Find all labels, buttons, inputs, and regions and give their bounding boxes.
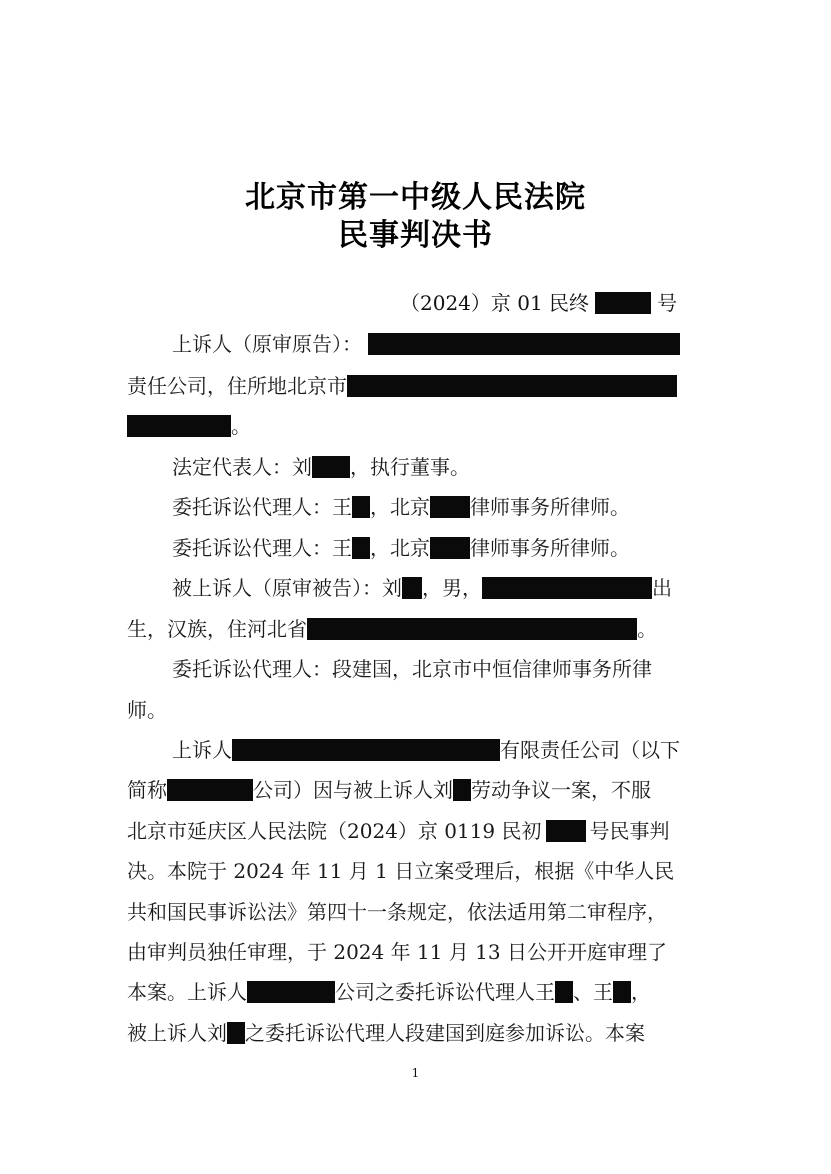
redaction-block — [595, 292, 651, 314]
agent-label: 委托诉讼代理人：王 — [172, 536, 352, 560]
body-line-7 — [127, 979, 703, 1005]
case-number — [400, 290, 677, 316]
redaction-block — [227, 1022, 245, 1044]
page-number: 1 — [411, 1066, 420, 1080]
legal-rep-label: 法定代表人：刘 — [172, 455, 312, 479]
redaction-block — [613, 981, 631, 1003]
period: 。 — [231, 414, 251, 438]
redaction-block — [307, 618, 637, 640]
redaction-block — [312, 456, 350, 478]
agent-city: ，北京 — [370, 495, 430, 519]
appellee-address — [127, 616, 703, 642]
appellant-label: 上诉人（原审原告）： — [172, 332, 362, 356]
body-text: 、王 — [573, 980, 613, 1004]
body-text: ， — [631, 980, 651, 1004]
body-text: 被上诉人刘 — [127, 1021, 227, 1045]
appellee-address-label: 生，汉族，住河北省 — [127, 617, 307, 641]
body-line-8 — [127, 1020, 703, 1046]
document-type: 民事判决书 — [338, 218, 493, 253]
redaction-block — [127, 415, 231, 437]
redaction-block — [368, 333, 680, 355]
body-line-2 — [127, 777, 703, 803]
appellant-line — [127, 331, 703, 357]
appellee-agent-cont: 师。 — [127, 698, 167, 722]
redaction-block — [167, 779, 253, 801]
court-name: 北京市第一中级人民法院 — [245, 180, 586, 215]
appellee-gender: ，男， — [422, 576, 482, 600]
body-text: 简称 — [127, 778, 167, 802]
body-text: 有限责任公司（以下 — [500, 738, 680, 762]
appellant-address-label: 责任公司，住所地北京市 — [127, 374, 347, 398]
appellant-address-line — [127, 373, 703, 399]
appellee-birth: 出 — [652, 576, 672, 600]
appellee-agent: 委托诉讼代理人：段建国，北京市中恒信律师事务所律 — [172, 657, 652, 681]
appellant-agent-2 — [127, 535, 703, 561]
body-text: 公司之委托诉讼代理人王 — [335, 980, 555, 1004]
body-line-1 — [127, 737, 703, 763]
redaction-block — [352, 496, 370, 518]
body-text: 北京市延庆区人民法院（2024）京 0119 民初 — [127, 819, 542, 843]
appellee-line — [127, 575, 703, 601]
redaction-block — [352, 537, 370, 559]
body-text: 劳动争议一案，不服 — [471, 778, 651, 802]
body-line-3 — [127, 818, 703, 844]
redaction-block — [247, 981, 335, 1003]
redaction-block — [546, 820, 586, 842]
redaction-block — [430, 496, 470, 518]
redaction-block — [402, 577, 422, 599]
body-line-4: 决。本院于 2024 年 11 月 1 日立案受理后，根据《中华人民 — [127, 859, 675, 883]
redaction-block — [482, 577, 652, 599]
redaction-block — [555, 981, 573, 1003]
agent-label: 委托诉讼代理人：王 — [172, 495, 352, 519]
appellee-label: 被上诉人（原审被告）：刘 — [172, 576, 402, 600]
redaction-block — [453, 779, 471, 801]
period: 。 — [637, 617, 657, 641]
body-text: 公司）因与被上诉人刘 — [253, 778, 453, 802]
redaction-block — [347, 375, 677, 397]
appellant-address-end — [127, 413, 703, 439]
legal-representative — [127, 454, 703, 480]
body-line-5: 共和国民事诉讼法》第四十一条规定，依法适用第二审程序， — [127, 900, 667, 924]
case-number-suffix: 号 — [657, 291, 678, 315]
body-text: 上诉人 — [172, 738, 232, 762]
body-text: 号民事判 — [589, 819, 670, 843]
case-number-prefix: （2024）京 01 民终 — [400, 291, 590, 315]
appellant-agent-1 — [127, 494, 703, 520]
agent-city: ，北京 — [370, 536, 430, 560]
body-text: 之委托诉讼代理人段建国到庭参加诉讼。本案 — [245, 1021, 645, 1045]
agent-firm: 律师事务所律师。 — [470, 536, 630, 560]
redaction-block — [430, 537, 470, 559]
body-line-6: 由审判员独任审理，于 2024 年 11 月 13 日公开开庭审理了 — [127, 940, 667, 964]
agent-firm: 律师事务所律师。 — [470, 495, 630, 519]
body-text: 本案。上诉人 — [127, 980, 247, 1004]
legal-rep-title: ，执行董事。 — [350, 455, 470, 479]
redaction-block — [232, 739, 500, 761]
